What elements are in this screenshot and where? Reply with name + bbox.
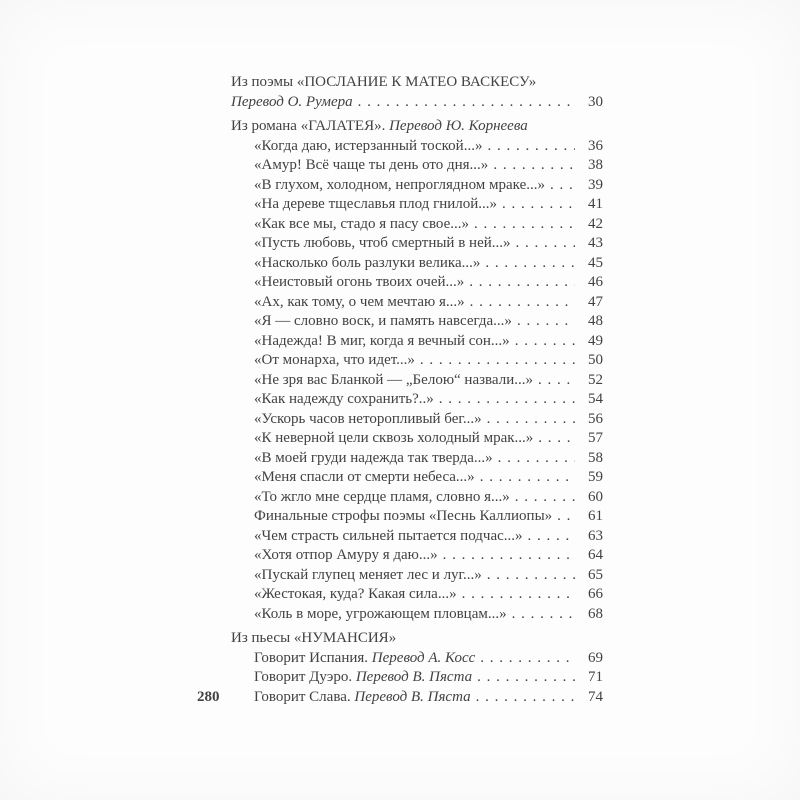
dot-leader (515, 332, 575, 352)
toc-entry-title (254, 688, 471, 708)
toc-entry-title (254, 390, 434, 410)
text-part: «Как надежду сохранить?..» (254, 391, 434, 407)
toc-entry (231, 195, 603, 215)
text-part: «Как все мы, стадо я пасу свое...» (254, 215, 470, 232)
toc-entry-page: 48 (588, 313, 603, 329)
toc-entry (231, 176, 603, 196)
dot-leader (557, 507, 575, 527)
toc-entry-title (254, 605, 507, 625)
dot-leader (487, 566, 575, 586)
text-part: Перевод В. Пяста (354, 688, 471, 705)
dot-leader (517, 312, 575, 332)
toc-entry (231, 137, 603, 157)
text-part: «Я — словно воск, и память навсегда...» (254, 313, 512, 329)
toc-entry (231, 390, 603, 410)
text-part: «Жестокая, куда? Какая сила...» (254, 586, 457, 602)
toc-entry (231, 585, 603, 605)
toc-entry (231, 668, 603, 688)
dot-leader (487, 137, 575, 157)
toc-entry-page: 41 (588, 196, 603, 212)
text-part: «Ах, как тому, о чем мечтаю я...» (254, 293, 465, 310)
toc-entry (231, 527, 603, 547)
text-part: Из романа «ГАЛАТЕЯ». (231, 118, 390, 134)
dot-leader (476, 688, 575, 708)
toc-entry-page: 60 (588, 488, 603, 505)
text-part: «Насколько боль разлуки велика...» (254, 254, 481, 271)
toc-entry-page: 71 (588, 669, 603, 685)
toc-entry-page: 66 (588, 586, 603, 602)
toc-entry-page: 54 (588, 391, 603, 407)
toc-entry-page: 46 (588, 274, 603, 290)
text-part: Говорит Испания. (254, 649, 372, 666)
toc-entry-title (254, 176, 545, 196)
dot-leader (516, 234, 575, 254)
dot-leader (493, 156, 575, 176)
toc-entry-page: 64 (588, 547, 603, 563)
text-part: «В моей груди надежда так тверда...» (254, 449, 493, 466)
toc-entry-page: 56 (588, 410, 603, 427)
toc-section-heading (231, 117, 603, 137)
dot-leader (498, 449, 575, 469)
toc-entry (231, 215, 603, 235)
toc-entry-title (254, 449, 493, 469)
dot-leader (462, 585, 575, 605)
text-part: Перевод О. Румера (231, 93, 353, 110)
toc-entry-page: 30 (588, 93, 603, 110)
text-part: «То жгло мне сердце пламя, словно я...» (254, 488, 510, 505)
toc-entry-title (254, 137, 482, 157)
toc-entry-page: 45 (588, 254, 603, 271)
text-part: «Пусть любовь, чтоб смертный в ней...» (254, 235, 511, 251)
toc-entry (231, 371, 603, 391)
toc-entry-title (254, 585, 457, 605)
toc-entry-page: 39 (588, 176, 603, 193)
toc-entry-title (254, 468, 475, 488)
toc-entry (231, 332, 603, 352)
dot-leader (528, 527, 575, 547)
text-part: Говорит Слава. (254, 688, 355, 705)
dot-leader (443, 546, 575, 566)
toc-entry-title (254, 293, 465, 313)
dot-leader (477, 668, 575, 688)
dot-leader (469, 273, 575, 293)
toc-entry-page: 68 (588, 605, 603, 622)
dot-leader (470, 293, 575, 313)
toc-entry-page: 42 (588, 215, 603, 232)
toc-entry-page: 57 (588, 430, 603, 446)
dot-leader (512, 605, 575, 625)
toc-entry (231, 429, 603, 449)
toc-entry (231, 566, 603, 586)
text-part: «Меня спасли от смерти небеса...» (254, 469, 475, 485)
dot-leader (502, 195, 575, 215)
page-number: 280 (197, 689, 220, 705)
dot-leader (538, 371, 575, 391)
dot-leader (358, 93, 575, 113)
toc-section (231, 629, 603, 707)
toc-entry-title (254, 156, 488, 176)
toc-entry (231, 293, 603, 313)
dot-leader (420, 351, 575, 371)
toc-entry (231, 649, 603, 669)
toc-entry-title (254, 546, 438, 566)
dot-leader (474, 215, 575, 235)
toc-entry-page: 61 (588, 508, 603, 524)
toc-entry (231, 507, 603, 527)
toc-entry (231, 93, 603, 113)
toc-section (231, 73, 603, 112)
toc-entry-title (254, 234, 511, 254)
toc-entry-title (254, 351, 415, 371)
text-part: Говорит Дуэро. (254, 669, 356, 685)
text-part: «Амур! Всё чаще ты день ото дня...» (254, 157, 489, 173)
toc-entry (231, 488, 603, 508)
text-part: Перевод Ю. Корнеева (389, 118, 528, 134)
toc-entry-title (254, 371, 533, 391)
toc-section-heading (231, 629, 603, 649)
toc-entry (231, 234, 603, 254)
toc-entry-title (254, 527, 523, 547)
text-part: «На дереве тщеславья плод гнилой...» (254, 196, 498, 212)
toc-entry (231, 156, 603, 176)
text-part: Финальные строфы поэмы «Песнь Каллиопы» (254, 508, 553, 524)
toc-entry-page: 59 (588, 469, 603, 485)
toc-entry (231, 449, 603, 469)
dot-leader (550, 176, 575, 196)
toc-section-entries (231, 649, 603, 708)
toc-entry-page: 43 (588, 235, 603, 251)
text-part: «Не зря вас Бланкой — „Белою“ назвали...» (254, 371, 533, 388)
text-part: «В глухом, холодном, непроглядном мраке...» (254, 176, 545, 193)
toc-entry (231, 351, 603, 371)
toc-entry-page: 63 (588, 527, 603, 544)
toc-entry-page: 49 (588, 332, 603, 349)
toc-entry (231, 468, 603, 488)
toc-entry (231, 410, 603, 430)
toc-section-entries (231, 137, 603, 625)
toc-entry-title (254, 488, 510, 508)
toc-entry-title (254, 273, 464, 293)
dot-leader (487, 410, 575, 430)
text-part: «От монарха, что идет...» (254, 352, 415, 368)
toc-entry-title (254, 507, 552, 527)
table-of-contents (231, 73, 603, 707)
toc-section (231, 117, 603, 624)
toc-entry (231, 605, 603, 625)
toc-entry-page: 65 (588, 566, 603, 583)
text-part: «К неверной цели сквозь холодный мрак...» (254, 430, 534, 446)
toc-entry-page: 69 (588, 649, 603, 666)
dot-leader (480, 468, 575, 488)
toc-entry-title (254, 429, 533, 449)
toc-entry-title (254, 312, 512, 332)
text-part: «Ускорь часов неторопливый бег...» (254, 410, 482, 427)
toc-entry (231, 688, 603, 708)
text-part: «Пускай глупец меняет лес и луг...» (254, 566, 482, 583)
toc-entry-page: 50 (588, 352, 603, 368)
text-part: Из поэмы «ПОСЛАНИЕ К МАТЕО ВАСКЕСУ» (231, 74, 537, 90)
toc-entry-title (231, 93, 353, 113)
dot-leader (439, 390, 575, 410)
toc-entry-title (254, 215, 469, 235)
toc-entry-page: 47 (588, 293, 603, 310)
text-part: «Хотя отпор Амуру я даю...» (254, 547, 438, 563)
toc-section-entries (231, 93, 603, 113)
text-part: Перевод А. Косс (371, 649, 476, 666)
dot-leader (485, 254, 575, 274)
toc-entry-title (254, 410, 482, 430)
toc-entry-page: 58 (588, 449, 603, 466)
toc-entry-title (254, 668, 472, 688)
text-part: Из пьесы «НУМАНСИЯ» (231, 630, 397, 646)
text-part: «Чем страсть сильней пытается подчас...» (254, 527, 523, 544)
toc-entry-title (254, 254, 480, 274)
toc-entry-page: 36 (588, 137, 603, 154)
dot-leader (538, 429, 575, 449)
text-part: Перевод В. Пяста (355, 669, 473, 685)
toc-section-heading (231, 73, 603, 93)
toc-entry (231, 546, 603, 566)
text-part: «Когда даю, истерзанный тоской...» (254, 137, 483, 154)
toc-entry-page: 74 (588, 688, 603, 705)
toc-entry-title (254, 332, 510, 352)
text-part: «Надежда! В миг, когда я вечный сон...» (254, 332, 510, 349)
toc-entry-page: 52 (588, 371, 603, 388)
toc-entry-title (254, 195, 497, 215)
toc-entry (231, 312, 603, 332)
text-part: «Коль в море, угрожающем пловцам...» (254, 605, 507, 622)
toc-entry-page: 38 (588, 157, 603, 173)
toc-entry-title (254, 566, 482, 586)
dot-leader (515, 488, 575, 508)
toc-entry (231, 254, 603, 274)
dot-leader (480, 649, 575, 669)
toc-entry (231, 273, 603, 293)
toc-entry-title (254, 649, 475, 669)
text-part: «Неистовый огонь твоих очей...» (254, 274, 465, 290)
